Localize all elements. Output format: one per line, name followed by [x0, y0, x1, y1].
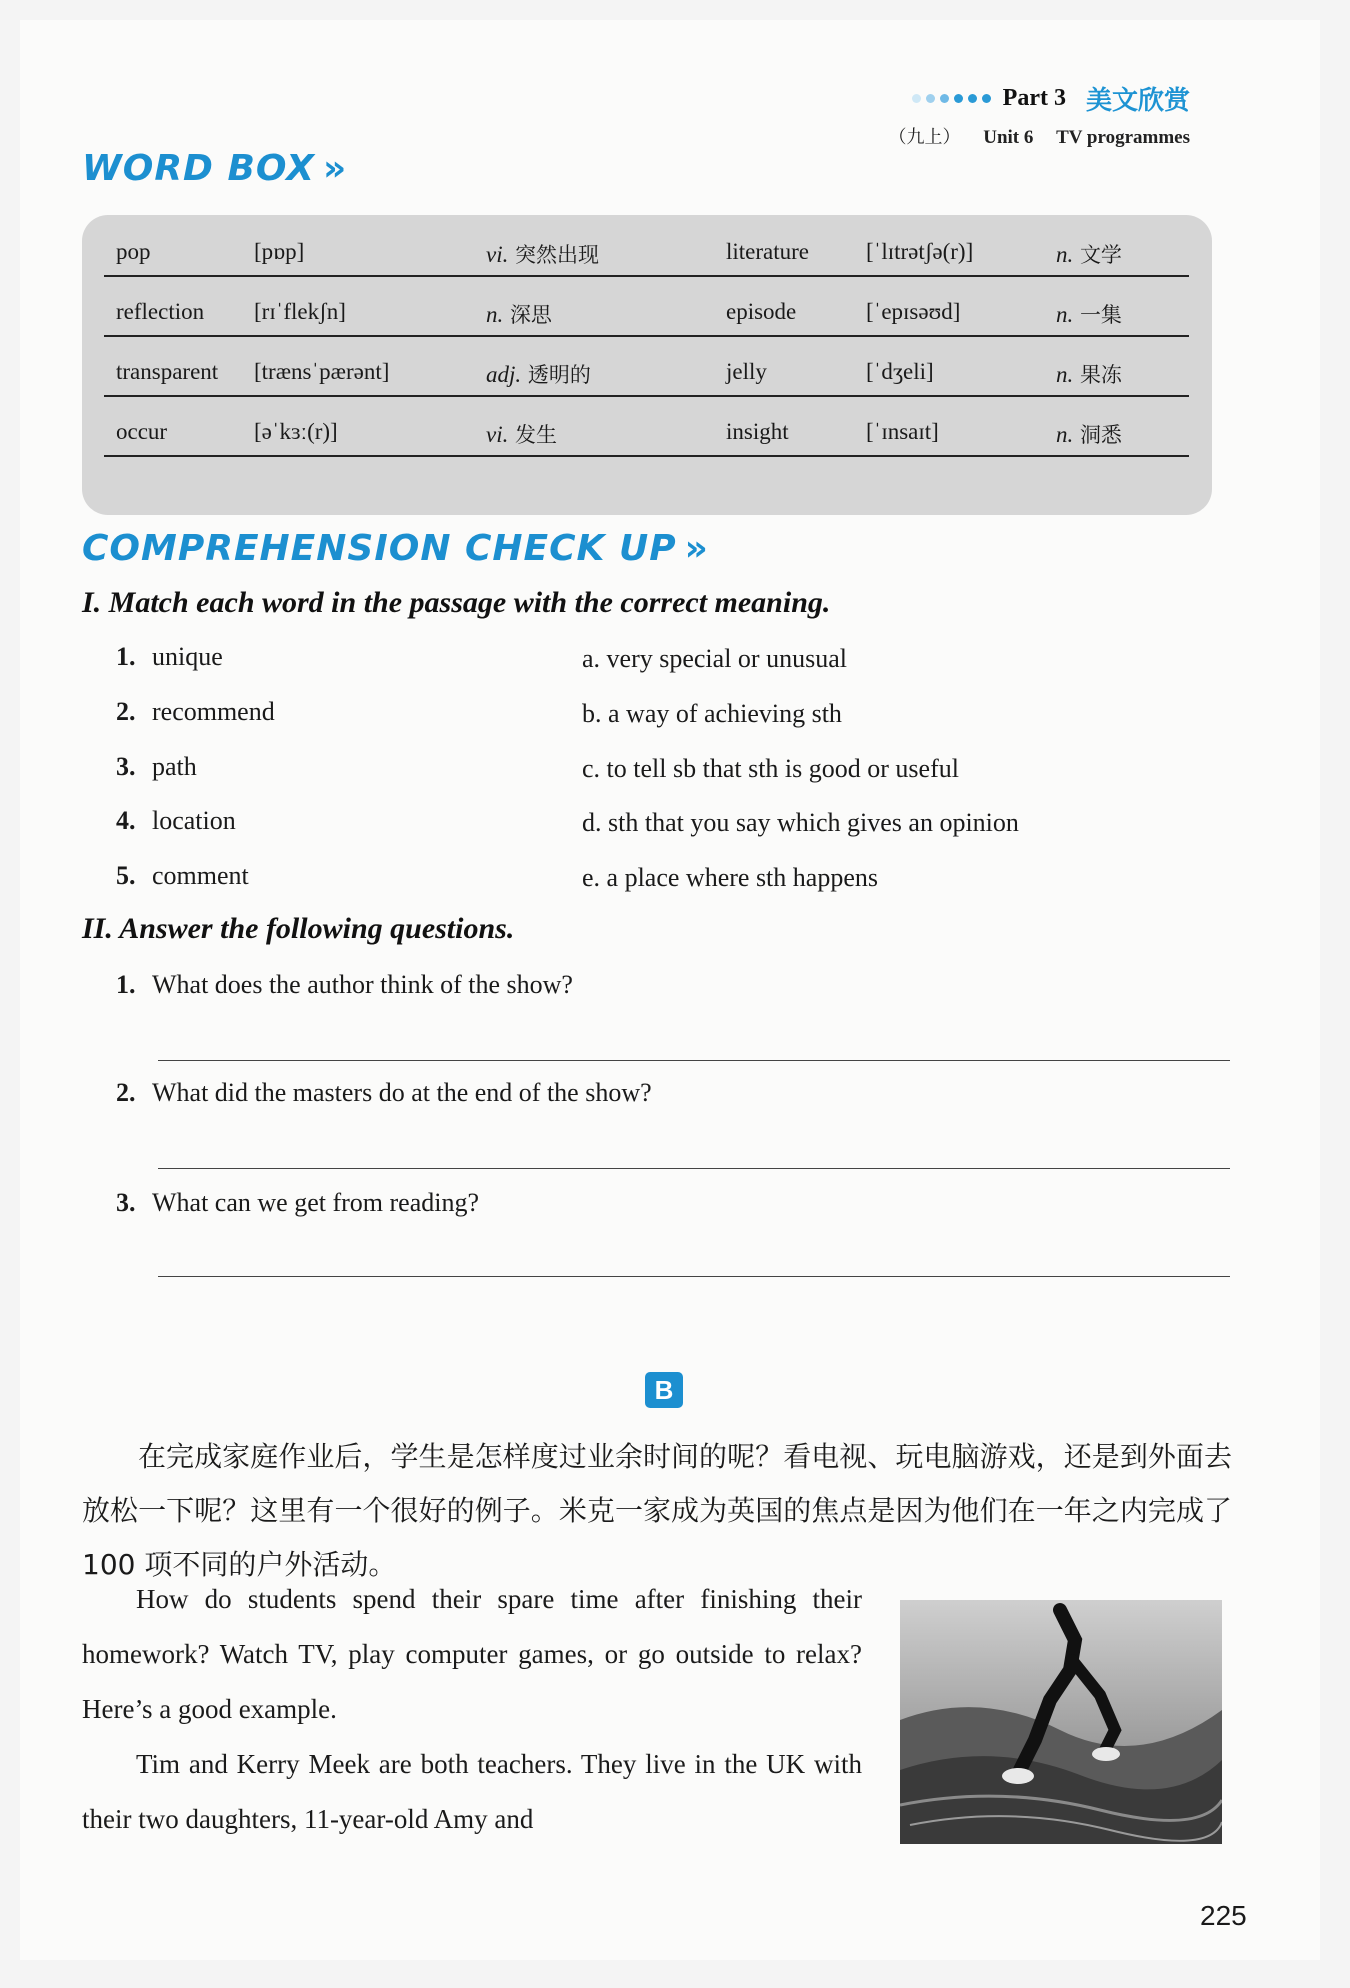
double-chevron-icon: » [322, 148, 348, 189]
dots-decoration [912, 94, 991, 103]
double-chevron-icon: » [684, 528, 709, 569]
word-row: reflection [rɪˈflekʃn] n. 深思 episode [ˈepɪsəʊd] n. 一集 [104, 277, 1189, 337]
part1-heading: I. Match each word in the passage with the correct meaning. [82, 586, 831, 619]
word-row: pop [pɒp] vi. 突然出现 literature [ˈlɪtrətʃə(r)] n. 文学 [104, 217, 1189, 277]
match-word: 4. location [116, 806, 236, 835]
match-word: 1. unique [116, 642, 223, 671]
runner-photo [900, 1600, 1222, 1844]
section-b-badge: B [645, 1372, 683, 1408]
part-label: Part 3 [1002, 85, 1066, 111]
english-paragraph: Tim and Kerry Meek are both teachers. They live in the UK with their two daughters, 11-year-old Amy and [82, 1749, 862, 1834]
match-meaning: b. a way of achieving sth [582, 699, 842, 728]
running-header [888, 80, 1190, 149]
comprehension-title: COMPREHENSION CHECK UP » [82, 528, 709, 569]
chinese-intro: 在完成家庭作业后，学生是怎样度过业余时间的呢？看电视、玩电脑游戏，还是到外面去放松一下呢？这里有一个很好的例子。米克一家成为英国的焦点是因为他们在一年之内完成了 100 项不同的户外活动。 [82, 1440, 1232, 1581]
part-title-cn: 美文欣赏 [1085, 86, 1190, 116]
runner-image-icon [900, 1600, 1222, 1844]
match-meaning: a. very special or unusual [582, 644, 847, 673]
word-row: occur [əˈkɜː(r)] vi. 发生 insight [ˈɪnsaɪt] n. 洞悉 [104, 397, 1189, 457]
topic-label: TV programmes [1056, 127, 1190, 148]
match-meaning: c. to tell sb that sth is good or useful [582, 754, 959, 783]
part2-heading: II. Answer the following questions. [82, 912, 515, 945]
question: 2. What did the masters do at the end of the show? [116, 1078, 652, 1107]
word-box-title: WORD BOX » [82, 148, 348, 189]
word-row: transparent [trænsˈpærənt] adj. 透明的 jelly [ˈdʒeli] n. 果冻 [104, 337, 1189, 397]
match-word: 5. comment [116, 861, 249, 890]
question: 1. What does the author think of the show? [116, 970, 573, 999]
match-word: 3. path [116, 752, 197, 781]
english-paragraph: How do students spend their spare time after finishing their homework? Watch TV, play computer games, or go outside to relax? Here’s a good example. [82, 1584, 862, 1724]
textbook-page [20, 20, 1320, 1960]
answer-line[interactable] [158, 1168, 1230, 1169]
match-word: 2. recommend [116, 697, 275, 726]
word-box [82, 215, 1212, 515]
match-meaning: d. sth that you say which gives an opinion [582, 808, 1019, 837]
page-number: 225 [1200, 1900, 1247, 1931]
question: 3. What can we get from reading? [116, 1188, 480, 1217]
grade-label: （九上） [888, 127, 961, 148]
match-meaning: e. a place where sth happens [582, 863, 878, 892]
answer-line[interactable] [158, 1276, 1230, 1277]
answer-line[interactable] [158, 1060, 1230, 1061]
unit-label: Unit 6 [983, 127, 1034, 148]
